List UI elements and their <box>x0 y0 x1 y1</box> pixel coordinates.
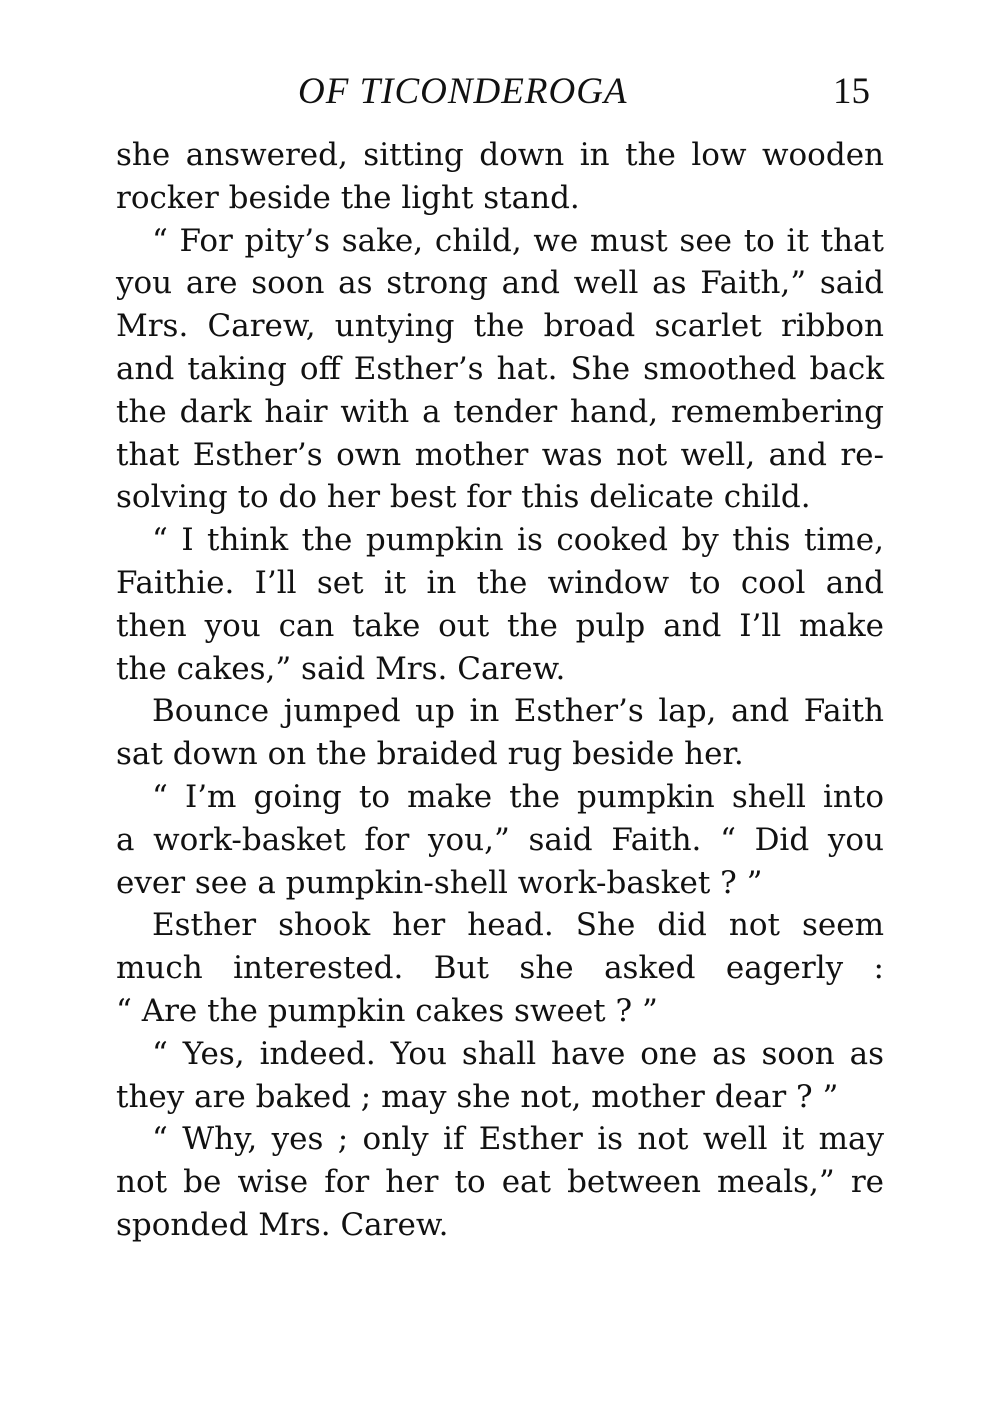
running-header <box>0 70 1000 114</box>
text-line: “ For pity’s sake, child, we must see to it that <box>152 222 884 259</box>
running-title: OF TICONDEROGA <box>298 71 628 112</box>
body-text <box>116 134 884 1247</box>
text-line: that Esther’s own mother was not well, and re- <box>116 436 884 473</box>
text-line: Bounce jumped up in Esther’s lap, and Faith <box>152 693 884 730</box>
text-line: sat down on the braided rug beside her. <box>116 736 744 773</box>
text-line: sponded Mrs. Carew. <box>116 1206 449 1243</box>
text-line: you are soon as strong and well as Faith,” said <box>116 265 884 302</box>
text-line: not be wise for her to eat between meals,” re <box>116 1164 884 1201</box>
text-line: “ I’m going to make the pumpkin shell into <box>152 778 884 815</box>
page-number: 15 <box>833 71 870 112</box>
text-line: she answered, sitting down in the low wooden <box>116 137 884 173</box>
text-line: they are baked ; may she not, mother dear ? ” <box>116 1078 839 1115</box>
text-line: the cakes,” said Mrs. Carew. <box>116 650 566 687</box>
text-line: “ Yes, indeed. You shall have one as soon as <box>152 1035 884 1072</box>
text-line: rocker beside the light stand. <box>116 179 580 216</box>
text-line: a work-basket for you,” said Faith. “ Did you <box>116 821 884 858</box>
text-line: Faithie. I’ll set it in the window to cool and <box>116 564 884 601</box>
text-line: then you can take out the pulp and I’ll make <box>116 607 884 644</box>
text-line: “ I think the pumpkin is cooked by this time, <box>152 522 884 559</box>
text-line: and taking off Esther’s hat. She smoothed back <box>116 350 884 387</box>
text-line: Mrs. Carew, untying the broad scarlet ribbon <box>116 308 884 345</box>
text-line: solving to do her best for this delicate child. <box>116 479 811 516</box>
text-line: Esther shook her head. She did not seem <box>152 907 884 944</box>
text-line: the dark hair with a tender hand, remembering <box>116 393 884 430</box>
text-line: ever see a pumpkin-shell work-basket ? ” <box>116 864 763 901</box>
text-line: “ Why, yes ; only if Esther is not well it may <box>152 1121 884 1158</box>
text-line: “ Are the pumpkin cakes sweet ? ” <box>116 992 658 1029</box>
text-line: much interested. But she asked eagerly : <box>116 950 884 987</box>
